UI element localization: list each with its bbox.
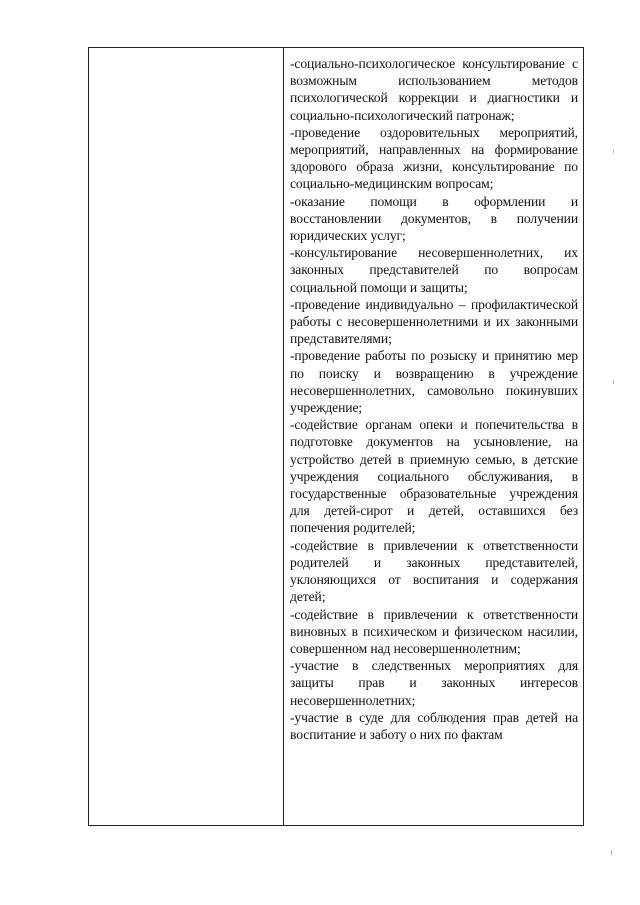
list-item: -участие в суде для соблюдения прав детей на воспитание и заботу о них по фактам [290,709,578,742]
list-item: -содействие в привлечении к ответственности родителей и законных представителей, уклоняющихся от воспитания и содержания детей; [290,537,578,605]
list-item: -проведение оздоровительных мероприятий, мероприятий, направленных на формирование здорового образа жизни, консультирование по социально-медицинским вопросам; [290,124,578,192]
document-table [88,47,584,826]
list-item: -содействие в привлечении к ответственности виновных в психическом и физическом насилии, совершенном над несовершеннолетним; [290,606,578,656]
list-item: -участие в следственных мероприятиях для защиты прав и законных интересов несовершеннолетних; [290,658,578,708]
list-item: -проведение работы по розыску и принятию мер по поиску и возвращению в учреждение несовершеннолетних, самовольно покинувших учреждение; [290,348,578,416]
list-item: -социально-психологическое консультирование с возможным использованием методов психологической коррекции и диагностики и социально-психологический патронаж; [290,56,578,123]
list-item: -оказание помощи в оформлении и восстановлении документов, в получении юридических услуг; [290,193,578,244]
list-item: -проведение индивидуально – профилактической работы с несовершеннолетними и их законными представителями; [290,296,578,347]
list-item: -консультирование несовершеннолетних, их законных представителей по вопросам социальной помощи и защиты; [290,245,578,295]
scan-artifact [613,380,614,384]
list-item: -содействие органам опеки и попечительства в подготовке документов на усыновление, на устройство детей в приемную семью, в детские учреждения социального обслуживания, в государственные образовательные учреждения для детей-сирот и детей, оставшихся без попечения родителей; [290,417,578,536]
scan-artifact [613,150,614,153]
table-right-cell [284,48,583,825]
scan-artifact [611,850,612,855]
table-left-cell [89,48,284,825]
